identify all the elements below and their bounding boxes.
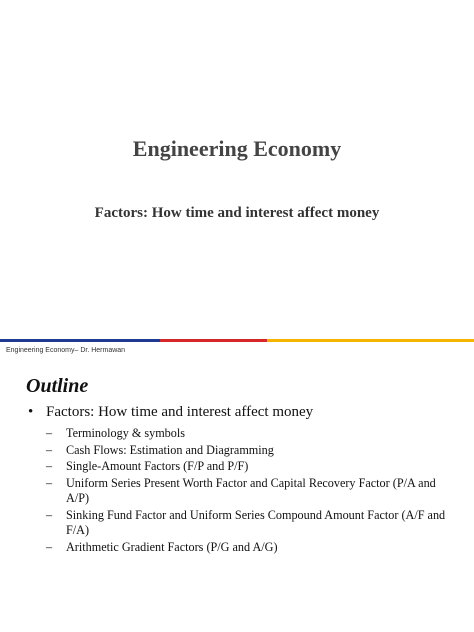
outline-sublist <box>46 426 446 556</box>
divider-stripe-yellow <box>267 339 474 342</box>
list-item-text: Sinking Fund Factor and Uniform Series Compound Amount Factor (A/F and F/A) <box>66 507 446 537</box>
list-item <box>46 426 446 442</box>
dash-marker: – <box>46 459 53 473</box>
list-item-text: Cash Flows: Estimation and Diagramming <box>66 442 274 457</box>
footer-text: Engineering Economy– Dr. Hermawan <box>6 347 126 354</box>
dash-marker: – <box>46 426 53 440</box>
list-item <box>46 540 446 556</box>
slide-subtitle: Factors: How time and interest affect money <box>94 205 380 221</box>
list-item-text: Arithmetic Gradient Factors (P/G and A/G) <box>66 539 278 554</box>
dash-marker: – <box>46 507 53 522</box>
outline-main-text: Factors: How time and interest affect money <box>46 404 314 420</box>
bullet-marker: • <box>28 404 34 420</box>
divider-stripe-red <box>160 339 267 342</box>
list-item-text: Uniform Series Present Worth Factor and Capital Recovery Factor (P/A and A/P) <box>66 475 436 505</box>
list-item <box>46 459 446 475</box>
outline-heading: Outline <box>26 375 89 397</box>
divider-stripe-blue <box>0 339 160 342</box>
list-item <box>46 508 446 539</box>
list-item <box>46 443 446 459</box>
slide-title: Engineering Economy <box>132 136 342 161</box>
list-item <box>46 476 446 507</box>
outline-main-item <box>28 404 458 421</box>
list-item-text: Single-Amount Factors (F/P and P/F) <box>66 459 249 473</box>
list-item-text: Terminology & symbols <box>66 426 185 440</box>
dash-marker: – <box>46 475 53 490</box>
dash-marker: – <box>46 539 53 554</box>
dash-marker: – <box>46 442 53 457</box>
